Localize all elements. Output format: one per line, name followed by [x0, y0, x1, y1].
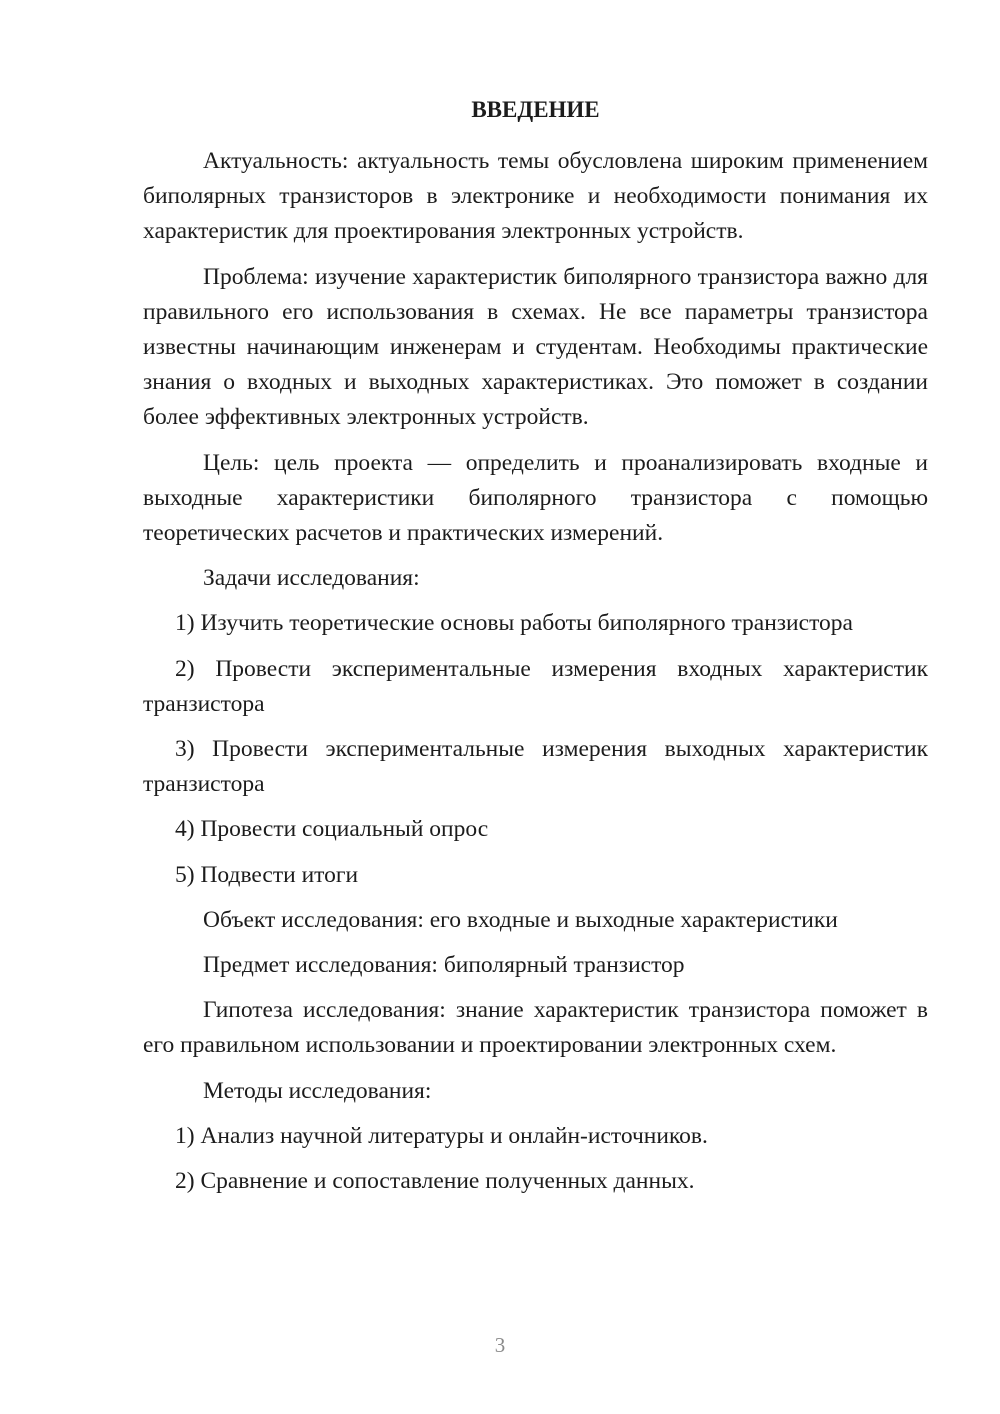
object-line: Объект исследования: его входные и выходные характеристики [203, 906, 838, 933]
task-item-2: 2) Провести экспериментальные измерения входных характеристик транзистора [143, 655, 928, 717]
relevance-paragraph: Актуальность: актуальность темы обусловлена широким применением биполярных транзисторов в электронике и необходимости понимания их характеристик для проектирования электронных устройств. [143, 148, 928, 245]
methods-heading: Методы исследования: [203, 1077, 432, 1104]
tasks-heading: Задачи исследования: [203, 565, 420, 592]
task-item-3: 3) Провести экспериментальные измерения выходных характеристик транзистора [143, 736, 928, 798]
task-item-1: 1) Изучить теоретические основы работы биполярного транзистора [175, 610, 853, 637]
hypothesis-paragraph: Гипотеза исследования: знание характеристик транзистора поможет в его правильном использовании и проектировании электронных схем. [143, 997, 928, 1059]
task-item-5: 5) Подвести итоги [175, 861, 359, 888]
method-item-1: 1) Анализ научной литературы и онлайн-источников. [175, 1122, 708, 1149]
goal-paragraph: Цель: цель проекта — определить и проанализировать входные и выходные характеристики биполярного транзистора с помощью теоретических расчетов и практических измерений. [143, 449, 928, 547]
problem-paragraph: Проблема: изучение характеристик биполярного транзистора важно для правильного его использования в схемах. Не все параметры транзистора известны начинающим инженерам и студентам. Необходимы практические знания о входных и выходных характеристиках. Это поможет в создании более эффективных электронных устройств. [143, 263, 928, 431]
method-item-2: 2) Сравнение и сопоставление полученных данных. [175, 1168, 695, 1195]
task-item-4: 4) Провести социальный опрос [175, 816, 489, 843]
page-body [143, 92, 928, 1209]
page-number: 3 [494, 1333, 506, 1357]
page-title: ВВЕДЕНИЕ [471, 97, 600, 122]
subject-line: Предмет исследования: биполярный транзистор [203, 952, 685, 979]
